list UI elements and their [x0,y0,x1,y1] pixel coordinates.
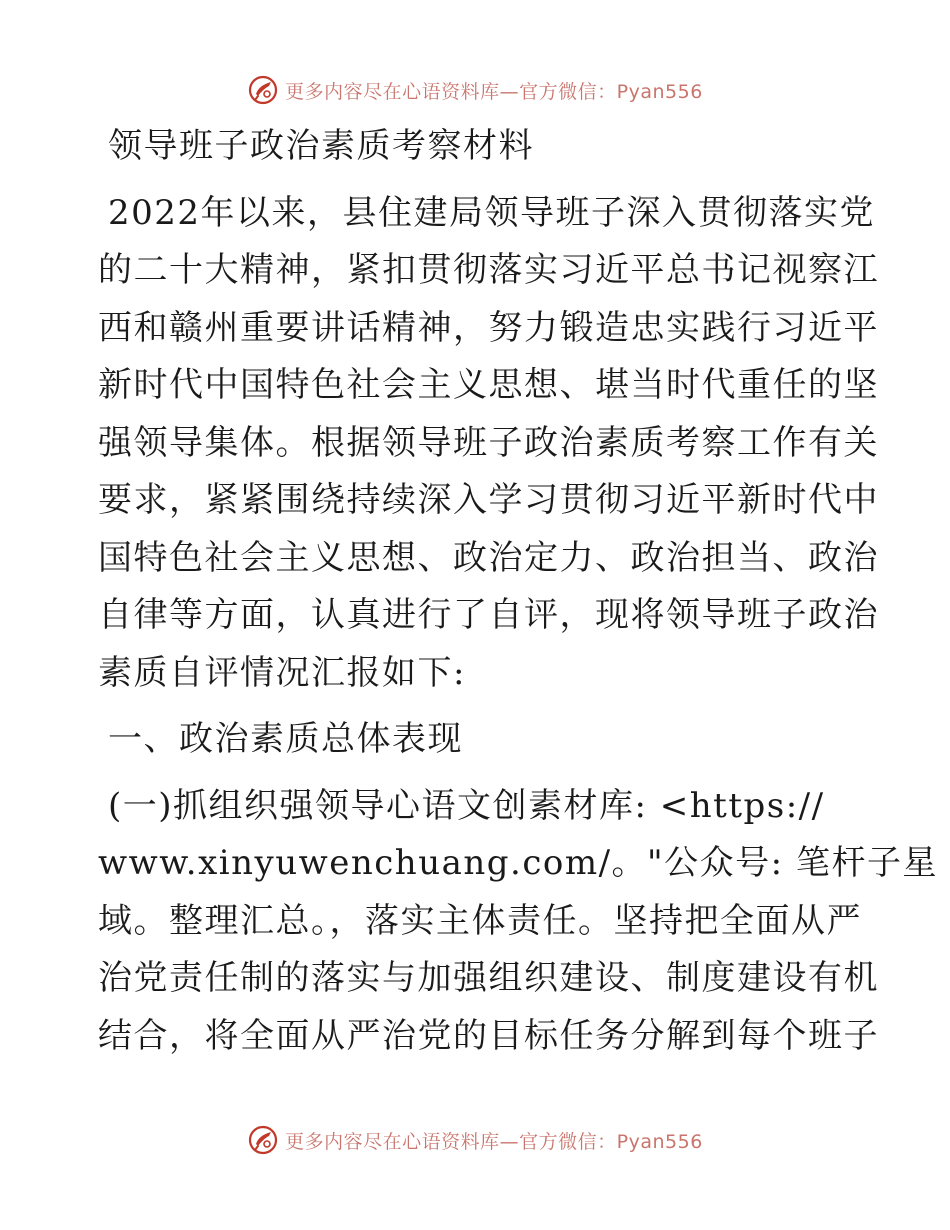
paragraph-line: 强领导集体。根据领导班子政治素质考察工作有关 [98,422,879,463]
document-title: 领导班子政治素质考察材料 [108,126,534,166]
header-banner [0,70,950,110]
paragraph-line: 新时代中国特色社会主义思想、堪当时代重任的坚 [98,365,879,405]
paragraph-line: 西和赣州重要讲话精神，努力锻造忠实践行习近平 [98,307,879,348]
section-heading: 一、政治素质总体表现 [108,719,463,759]
paragraph-line: 的二十大精神，紧扣贯彻落实习近平总书记视察江 [98,250,879,290]
banner-text: 更多内容尽在心语资料库—官方微信：Pyan556 [285,80,703,103]
paragraph-line: www.xinyuwenchuang.com/。"公众号: 笔杆子星 [98,843,938,883]
paragraph-line: 国特色社会主义思想、政治定力、政治担当、政治 [98,537,879,578]
intro-paragraph [98,185,879,703]
banner-text: 更多内容尽在心语资料库—官方微信：Pyan556 [285,1130,703,1153]
paragraph-line: 自律等方面，认真进行了自评，现将领导班子政治 [98,595,879,635]
paragraph-line: 要求，紧紧围绕持续深入学习贯彻习近平新时代中 [98,480,879,520]
paragraph-line: 素质自评情况汇报如下: [98,652,466,693]
paragraph-line: 治党责任制的落实与加强组织建设、制度建设有机 [98,958,879,998]
document-body [98,118,938,1065]
paragraph-line: (一)抓组织强领导心语文创素材库: <https:// [108,785,825,826]
paragraph-line: 2022年以来，县住建局领导班子深入贯彻落实党 [108,192,876,233]
paragraph-line: 结合，将全面从严治党的目标任务分解到每个班子 [98,1015,879,1056]
subsection-paragraph [98,778,938,1066]
paragraph-line: 域。整理汇总。，落实主体责任。坚持把全面从严 [98,900,862,941]
library-logo-icon [247,74,279,106]
footer-banner [0,1120,950,1160]
library-logo-icon [247,1124,279,1156]
